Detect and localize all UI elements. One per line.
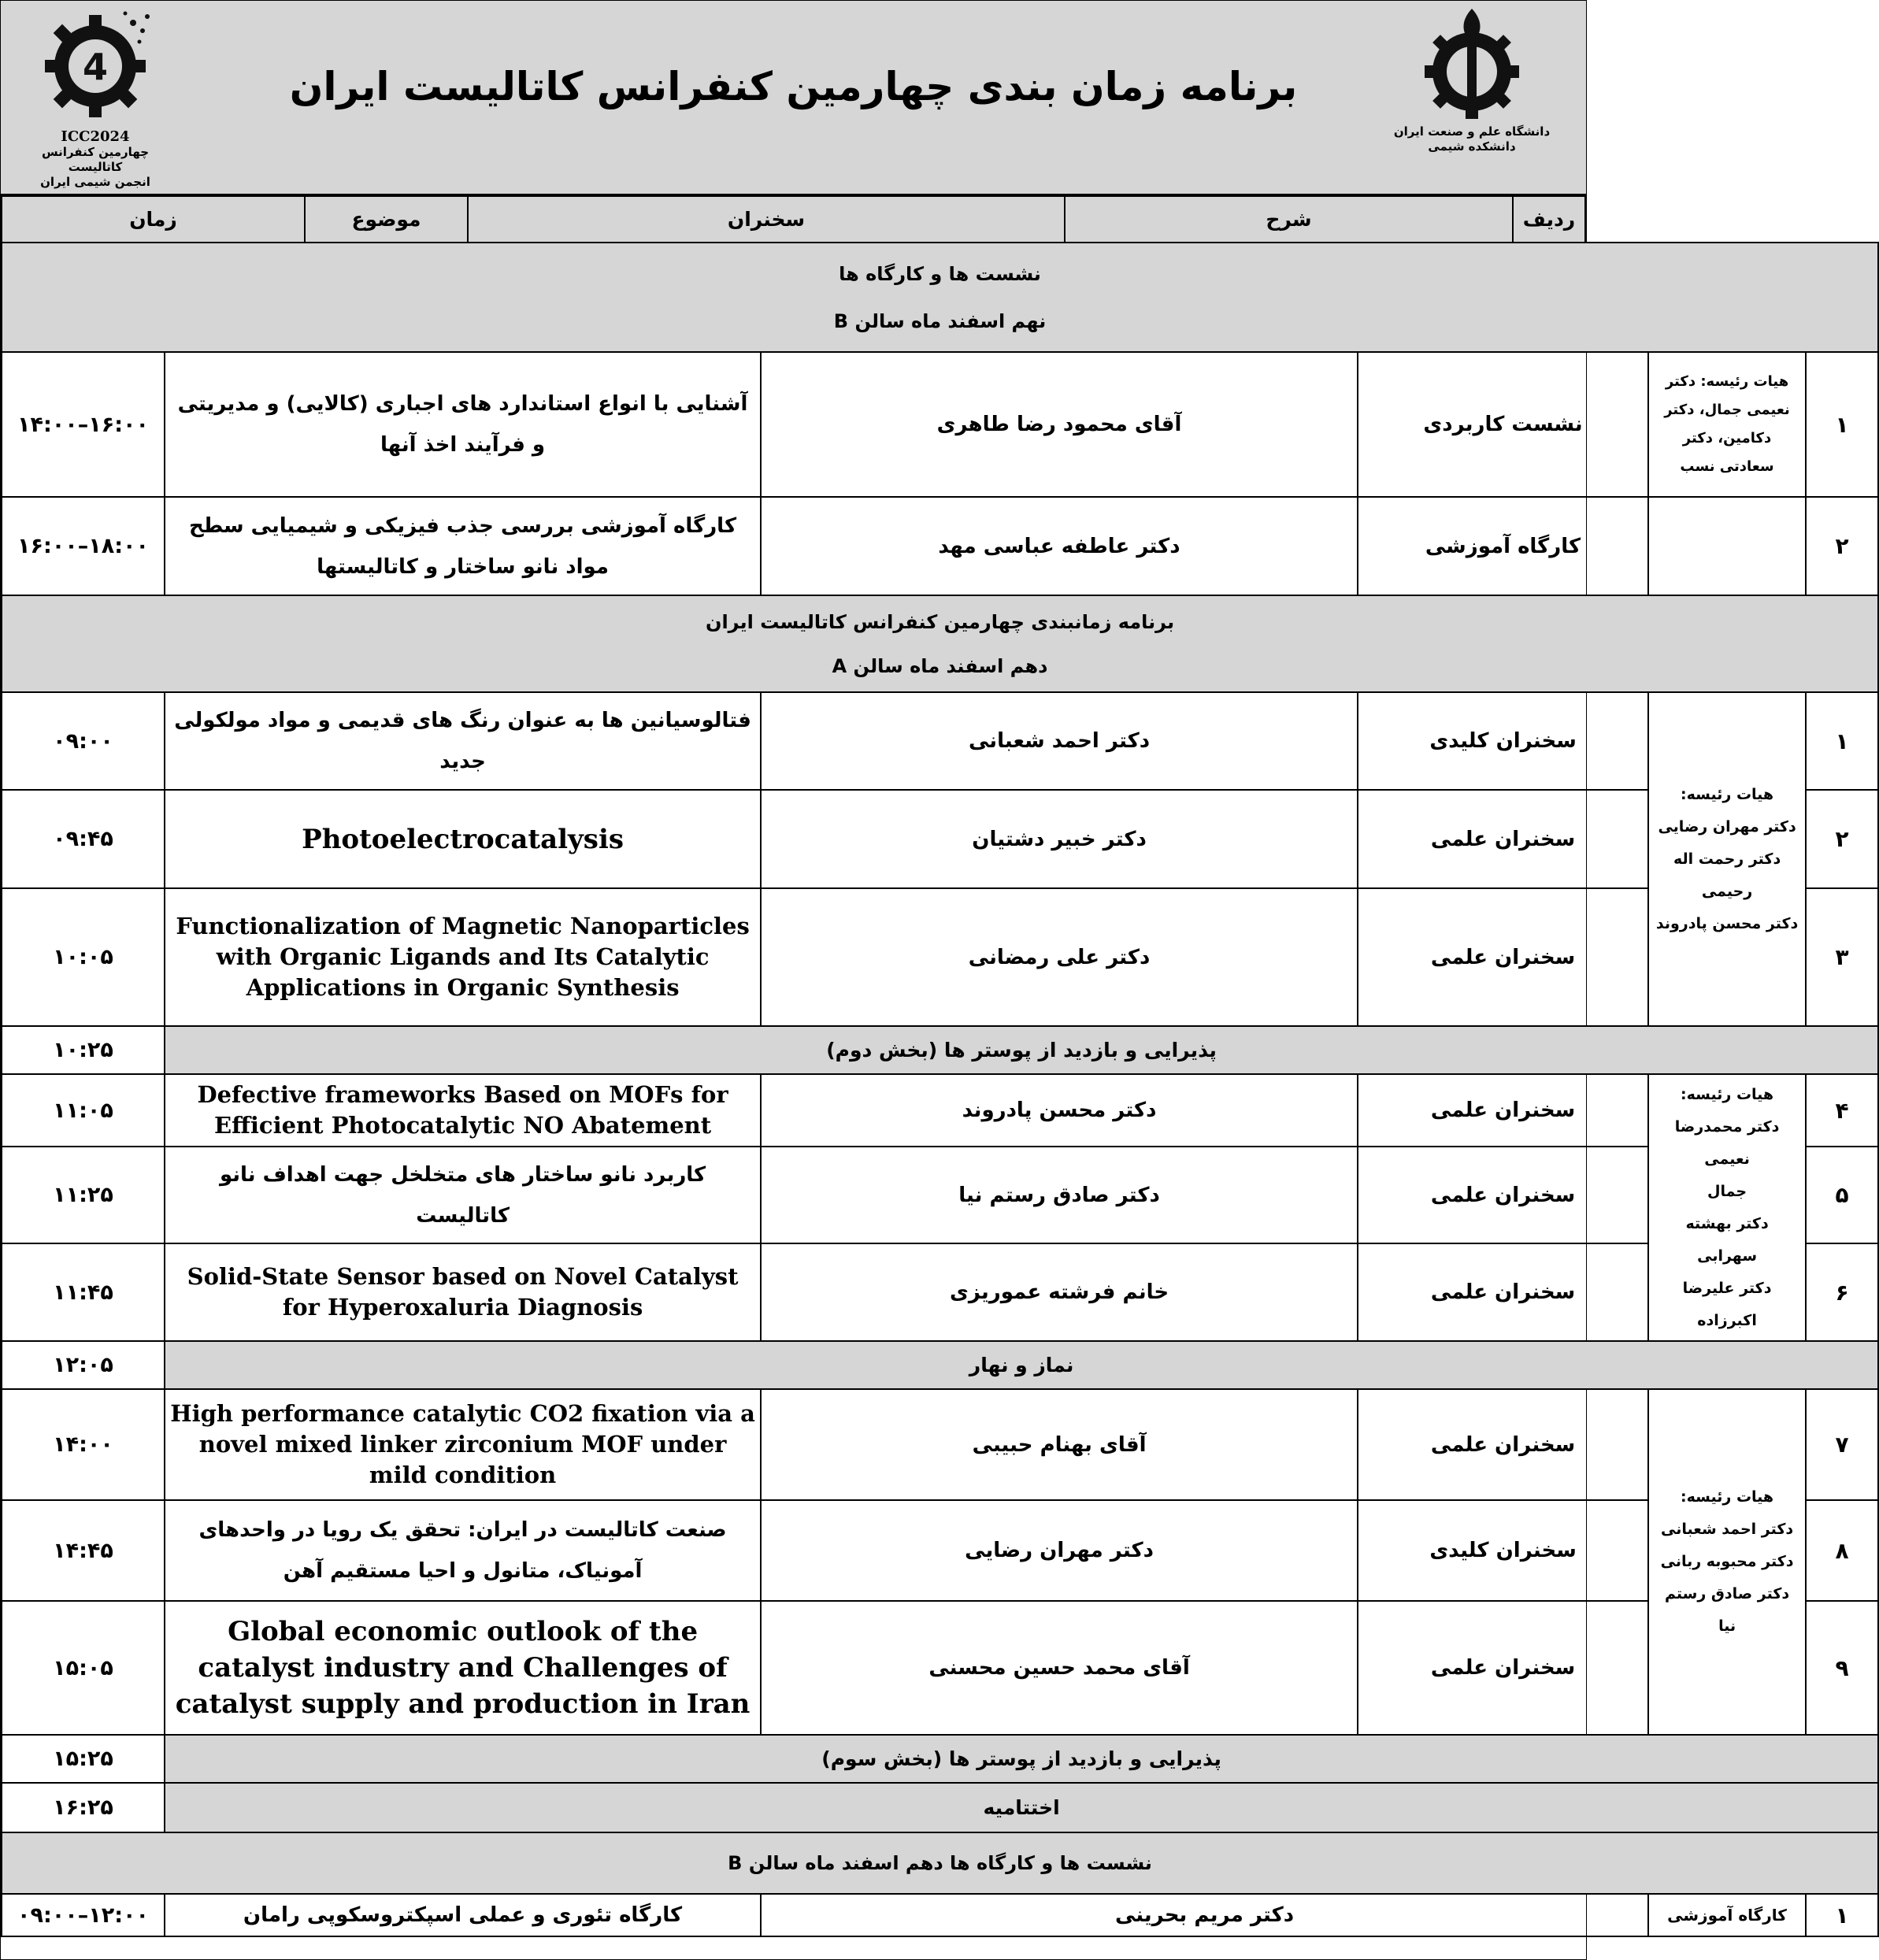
row-topic: فتالوسیانین ها به عنوان رنگ های قدیمی و مواد مولکولی جدید (165, 692, 761, 790)
conference-logo (17, 7, 174, 188)
row-no: ۱ (1806, 1894, 1878, 1936)
logo-code: ICC2024 (61, 128, 130, 145)
row-no: ۹ (1806, 1601, 1878, 1735)
row-desc: سخنران علمی (1358, 1243, 1648, 1341)
break-time: ۱۰:۲۵ (2, 1026, 165, 1074)
section1-table (1, 242, 1879, 596)
table-row (2, 352, 1878, 497)
section2-title: برنامه زمانبندی چهارمین کنفرانس کاتالیست ایران (705, 610, 1175, 633)
break-row (2, 1783, 1878, 1832)
table-row (2, 1074, 1878, 1147)
chair-line: رحیمی (1701, 882, 1753, 900)
table-row (2, 888, 1878, 1026)
row-speaker: دکتر مریم بحرینی (761, 1894, 1648, 1936)
chair-line: هیات رئیسه: (1681, 785, 1774, 803)
row-speaker: آقای بهنام حبیبی (761, 1389, 1358, 1500)
row-speaker: دکتر صادق رستم نیا (761, 1147, 1358, 1243)
row-time: ۱۱:۲۵ (2, 1147, 165, 1243)
row-topic: Solid-State Sensor based on Novel Catalyst for Hyperoxaluria Diagnosis (165, 1243, 761, 1341)
row-time: ۱۴:۴۵ (2, 1500, 165, 1601)
chair-cell-empty (1648, 497, 1806, 595)
row-desc: سخنران علمی (1358, 888, 1648, 1026)
row-topic: کاربرد نانو ساختار های متخلخل جهت اهداف نانو کاتالیست (165, 1147, 761, 1243)
section3-table (1, 1832, 1879, 1937)
row-time: ۱۱:۰۵ (2, 1074, 165, 1147)
chair-line: دکتر محسن پادروند (1655, 914, 1799, 932)
row-desc: سخنران علمی (1358, 1147, 1648, 1243)
section2-header (2, 595, 1878, 692)
schedule-table (1, 195, 1586, 243)
torch-gear-logo-icon (1413, 7, 1531, 121)
row-no: ۲ (1806, 790, 1878, 888)
chair-cell-3 (1648, 1389, 1806, 1735)
row-no: ۴ (1806, 1074, 1878, 1147)
break-label: پذیرایی و بازدید از پوستر ها (بخش سوم) (165, 1735, 1878, 1783)
row-no: ۱ (1806, 692, 1878, 790)
row-time: ۰۹:۰۰ (2, 692, 165, 790)
row-speaker: دکتر علی رمضانی (761, 888, 1358, 1026)
table-row (2, 1894, 1878, 1936)
gear-flask-logo-icon (32, 7, 158, 125)
section1-subtitle: نهم اسفند ماه سالن B (833, 309, 1047, 332)
section3-header (2, 1832, 1878, 1894)
row-time: ۱۵:۰۵ (2, 1601, 165, 1735)
row-time: ۱۱:۴۵ (2, 1243, 165, 1341)
row-speaker: خانم فرشته عموریزی (761, 1243, 1358, 1341)
break-row (2, 1026, 1878, 1074)
break-label: پذیرایی و بازدید از پوستر ها (بخش دوم) (165, 1026, 1878, 1074)
row-desc: نشست کاربردی (1358, 352, 1648, 497)
chair-cell-2 (1648, 1074, 1806, 1341)
row-desc: سخنران کلیدی (1358, 1500, 1648, 1601)
row-desc: سخنران علمی (1358, 1074, 1648, 1147)
column-header-row (2, 196, 1585, 243)
row-topic: Photoelectrocatalysis (165, 790, 761, 888)
row-time: ۱۴:۰۰–۱۶:۰۰ (2, 352, 165, 497)
row-desc: سخنران کلیدی (1358, 692, 1648, 790)
table-row (2, 692, 1878, 790)
university-logo (1381, 7, 1562, 188)
chair-line: جمال (1707, 1182, 1747, 1200)
chair-cell: هیات رئیسه: دکتر نعیمی جمال، دکتر دکامین، دکتر سعادتی نسب (1648, 352, 1806, 497)
chair-line: دکتر علیرضا اکبرزاده (1682, 1279, 1772, 1329)
table-row (2, 1243, 1878, 1341)
header (1, 1, 1586, 195)
row-time: ۱۰:۰۵ (2, 888, 165, 1026)
break-row (2, 1735, 1878, 1783)
row-topic: High performance catalytic CO2 fixation via a novel mixed linker zirconium MOF under mild condition (165, 1389, 761, 1500)
logo-line1: دانشگاه علم و صنعت ایران (1393, 124, 1551, 139)
chair-line: دکتر محمدرضا نعیمی (1674, 1117, 1780, 1168)
row-speaker: دکتر عاطفه عباسی مهد (761, 497, 1358, 595)
logo-line2: انجمن شیمی ایران (40, 175, 150, 189)
row-desc: سخنران علمی (1358, 1389, 1648, 1500)
break-label: نماز و نهار (165, 1341, 1878, 1389)
chair-line: دکتر بهشته سهرابی (1685, 1214, 1769, 1265)
row-desc: کارگاه آموزشی (1358, 497, 1648, 595)
section2-subtitle: دهم اسفند ماه سالن A (832, 654, 1048, 677)
row-no: ۳ (1806, 888, 1878, 1026)
break-time: ۱۲:۰۵ (2, 1341, 165, 1389)
svg-text:4: 4 (82, 46, 109, 88)
col-topic: موضوع (305, 196, 468, 243)
row-speaker: دکتر محسن پادروند (761, 1074, 1358, 1147)
row-desc: سخنران علمی (1358, 1601, 1648, 1735)
row-speaker: دکتر احمد شعبانی (761, 692, 1358, 790)
break-label: اختتامیه (165, 1783, 1878, 1832)
chair-line: هیات رئیسه: (1681, 1488, 1774, 1506)
chair-line: دکتر احمد شعبانی (1660, 1521, 1794, 1538)
section1-header (2, 243, 1878, 352)
row-speaker: دکتر مهران رضایی (761, 1500, 1358, 1601)
row-no: ۵ (1806, 1147, 1878, 1243)
chair-cell-1 (1648, 692, 1806, 1026)
table-row (2, 1500, 1878, 1601)
row-speaker: آقای محمود رضا طاهری (761, 352, 1358, 497)
chair-line: دکتر مهران رضایی (1658, 817, 1796, 836)
row-topic: Defective frameworks Based on MOFs for Efficient Photocatalytic NO Abatement (165, 1074, 761, 1147)
section2-table (1, 595, 1879, 1833)
row-no: ۷ (1806, 1389, 1878, 1500)
chair-line: دکتر محبوبه ربانی (1660, 1553, 1794, 1570)
table-row (2, 1147, 1878, 1243)
row-time: ۰۹:۰۰–۱۲:۰۰ (2, 1894, 165, 1936)
table-row (2, 1389, 1878, 1500)
logo-line2: دانشکده شیمی (1428, 139, 1516, 154)
row-speaker: دکتر خبیر دشتیان (761, 790, 1358, 888)
page-title: برنامه زمان بندی چهارمین کنفرانس کاتالیست ایران (289, 64, 1298, 109)
row-no: ۱ (1806, 352, 1878, 497)
row-time: ۰۹:۴۵ (2, 790, 165, 888)
row-time: ۱۴:۰۰ (2, 1389, 165, 1500)
section1-title: نشست ها و کارگاه ها (839, 262, 1041, 285)
row-time: ۱۶:۰۰–۱۸:۰۰ (2, 497, 165, 595)
break-row (2, 1341, 1878, 1389)
col-no: ردیف (1513, 196, 1585, 243)
break-time: ۱۶:۲۵ (2, 1783, 165, 1832)
break-time: ۱۵:۲۵ (2, 1735, 165, 1783)
row-topic: کارگاه آموزشی بررسی جذب فیزیکی و شیمیایی سطح مواد نانو ساختار و کاتالیستها (165, 497, 761, 595)
chair-line: دکتر صادق رستم نیا (1665, 1585, 1790, 1635)
row-topic: صنعت کاتالیست در ایران: تحقق یک رویا در واحدهای آمونیاک، متانول و احیا مستقیم آهن (165, 1500, 761, 1601)
row-speaker: آقای محمد حسین محسنی (761, 1601, 1358, 1735)
row-desc: کارگاه آموزشی (1648, 1894, 1806, 1936)
table-row (2, 1601, 1878, 1735)
row-topic: کارگاه تئوری و عملی اسپکتروسکوپی رامان (165, 1894, 761, 1936)
section3-title: نشست ها و کارگاه ها دهم اسفند ماه سالن B (2, 1832, 1878, 1894)
row-no: ۸ (1806, 1500, 1878, 1601)
row-no: ۶ (1806, 1243, 1878, 1341)
row-topic: Functionalization of Magnetic Nanoparticles with Organic Ligands and Its Catalytic Applications in Organic Synthesis (165, 888, 761, 1026)
row-topic: آشنایی با انواع استاندارد های اجباری (کالایی) و مدیریتی و فرآیند اخذ آنها (165, 352, 761, 497)
chair-line: هیات رئیسه: (1681, 1085, 1774, 1103)
col-speaker: سخنران (468, 196, 1065, 243)
row-desc: سخنران علمی (1358, 790, 1648, 888)
table-row (2, 790, 1878, 888)
col-desc: شرح (1065, 196, 1513, 243)
row-topic: Global economic outlook of the catalyst industry and Challenges of catalyst supply and production in Iran (165, 1601, 761, 1735)
logo-line1: چهارمین کنفرانس کاتالیست (41, 145, 150, 174)
table-row (2, 497, 1878, 595)
chair-line: دکتر رحمت اله (1673, 850, 1781, 868)
row-no: ۲ (1806, 497, 1878, 595)
col-time: زمان (2, 196, 305, 243)
